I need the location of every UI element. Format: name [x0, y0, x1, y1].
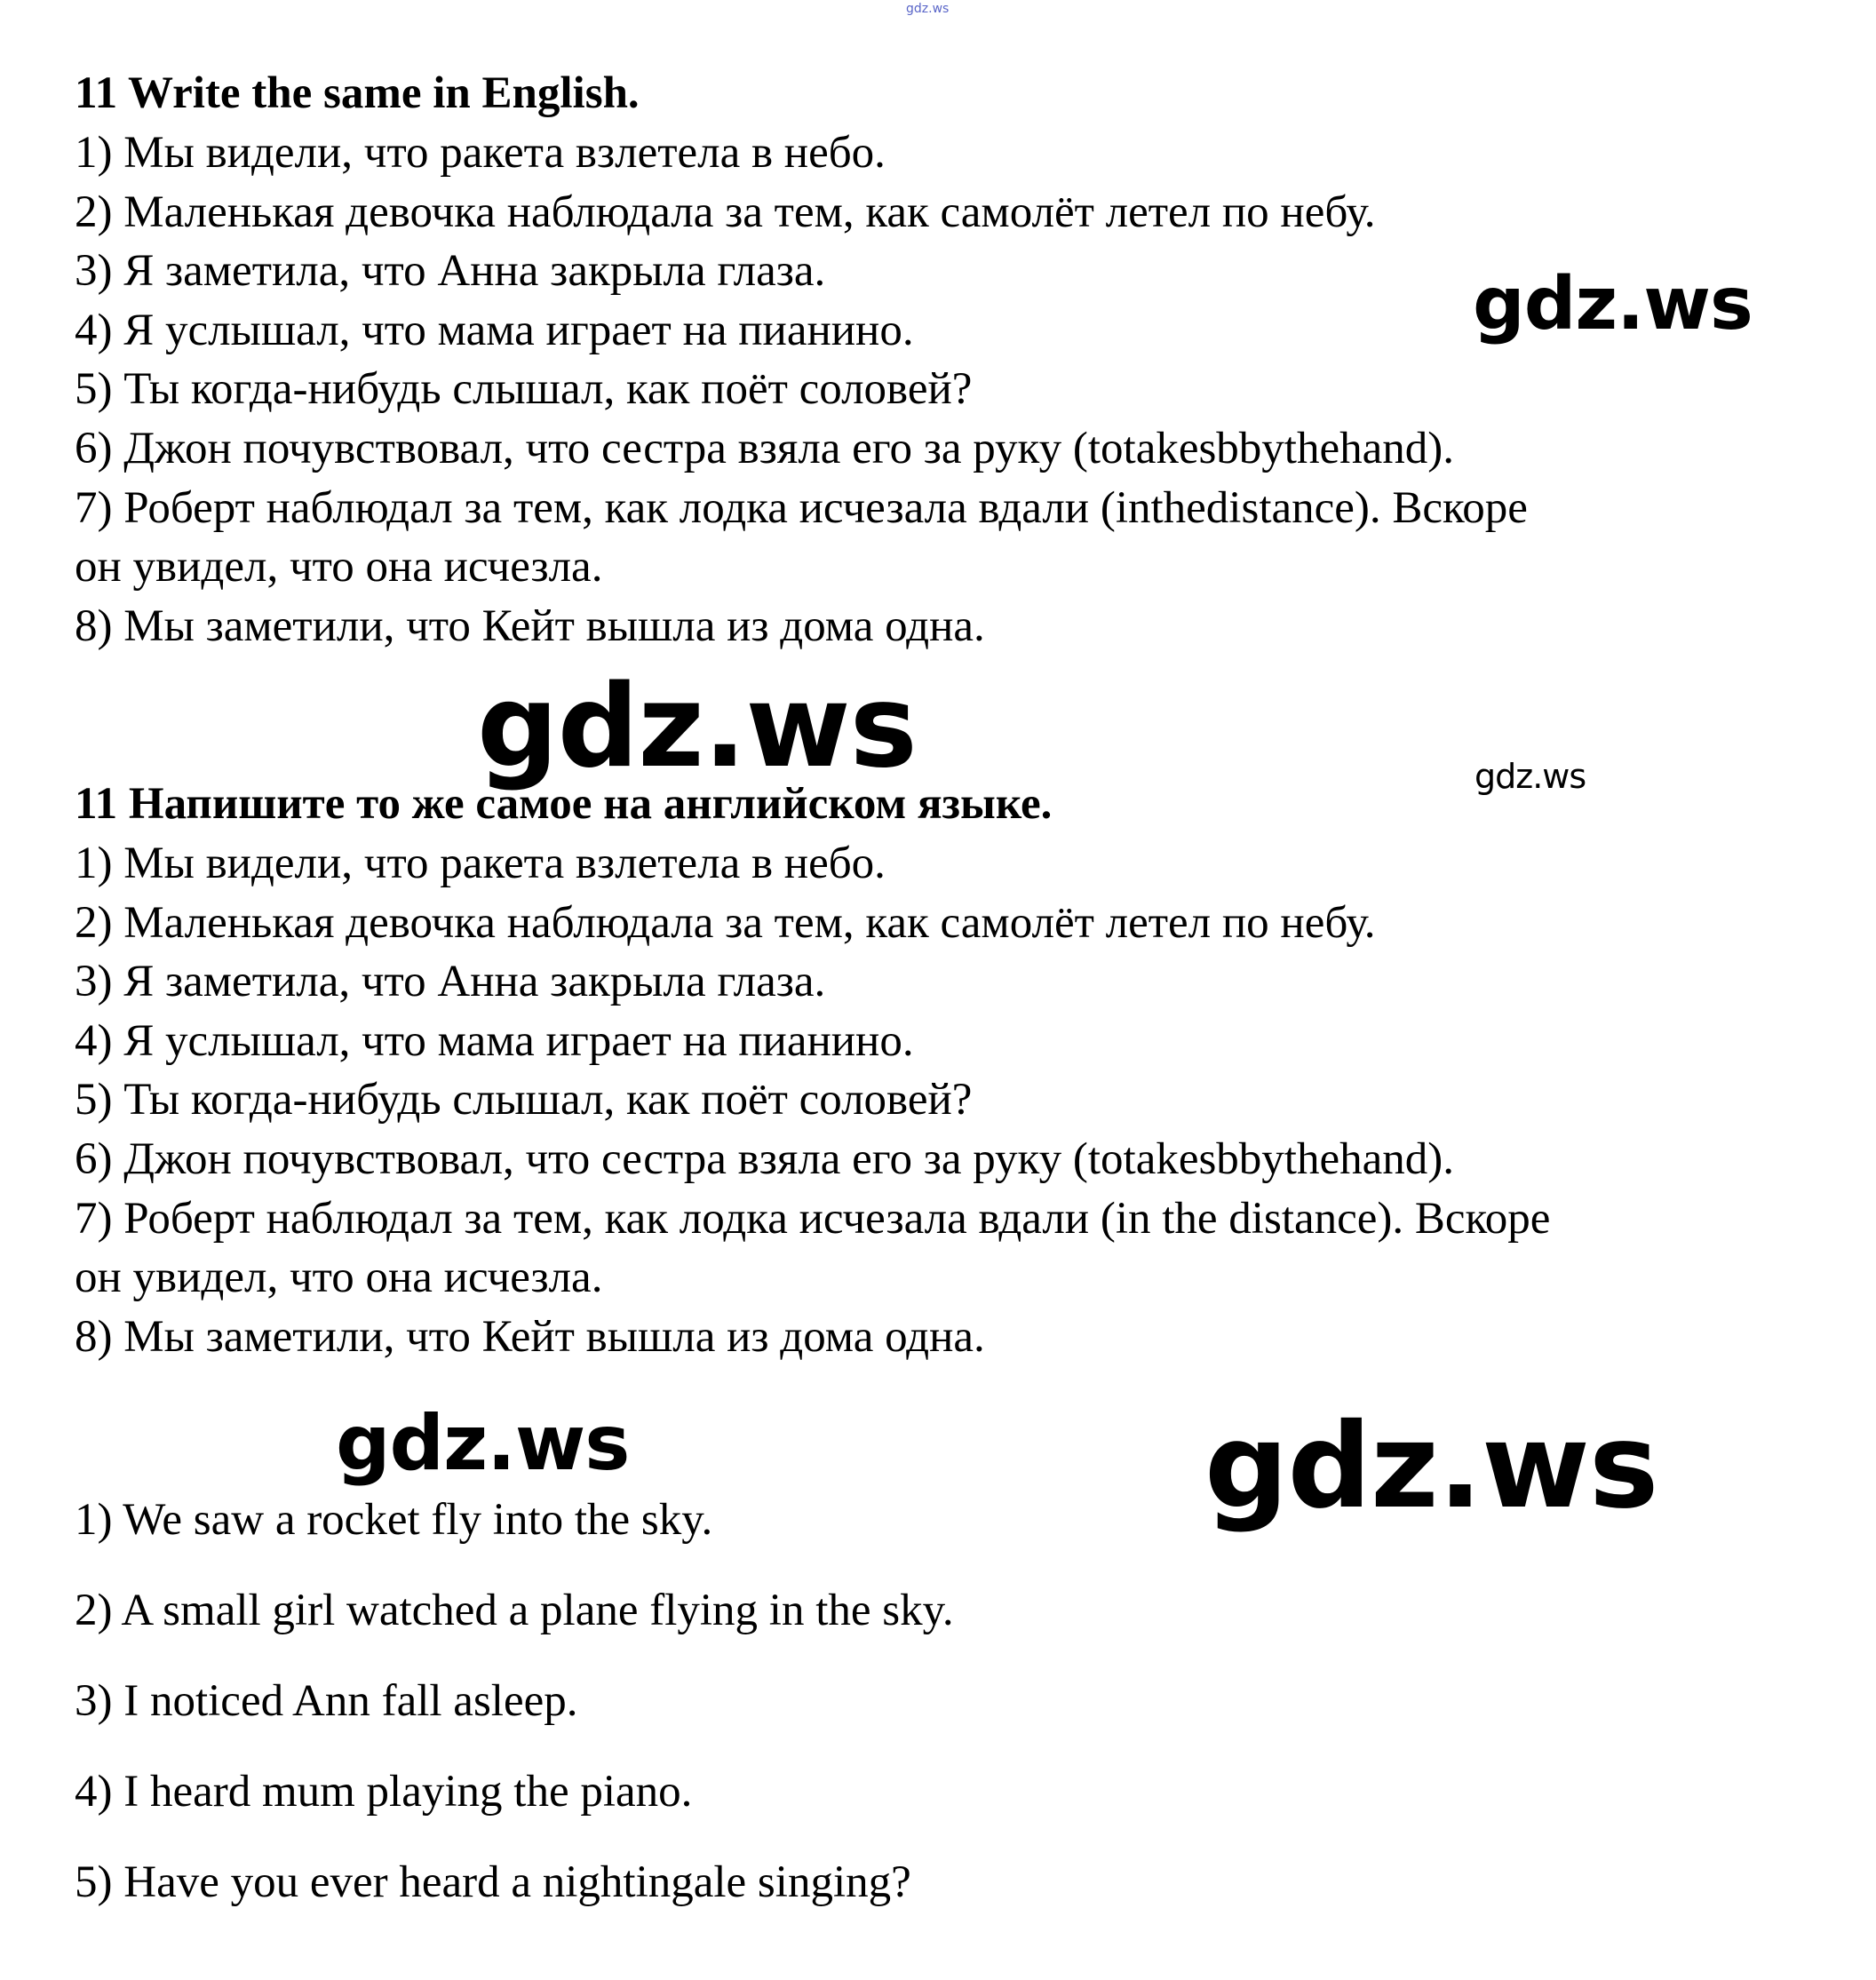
task-en-line-5: 5) Ты когда-нибудь слышал, как поёт соловей?	[75, 364, 973, 415]
task-ru-line-3: 3) Я заметила, что Анна закрыла глаза.	[75, 957, 826, 1007]
task-ru-section	[75, 775, 1816, 1366]
answer-line-2: 2) A small girl watched a plane flying in the sky.	[75, 1586, 954, 1635]
top-watermark: gdz.ws	[906, 2, 950, 16]
task-ru-heading: 11 Напишите то же самое на английском языке.	[75, 779, 1053, 829]
watermark: gdz.ws	[477, 661, 917, 793]
watermark: gdz.ws	[1473, 262, 1753, 346]
answer-line-4: 4) I heard mum playing the piano.	[75, 1767, 693, 1817]
task-en-line-2: 2) Маленькая девочка наблюдала за тем, как самолёт летел по небу.	[75, 187, 1376, 237]
task-ru-line-8: 8) Мы заметили, что Кейт вышла из дома одна.	[75, 1311, 985, 1362]
task-ru-line-2: 2) Маленькая девочка наблюдала за тем, как самолёт летел по небу.	[75, 897, 1376, 948]
task-ru-line-1: 1) Мы видели, что ракета взлетела в небо.	[75, 839, 886, 888]
task-en-line-4: 4) Я услышал, что мама играет на пианино.	[75, 305, 914, 355]
task-en-heading: 11 Write the same in English.	[75, 68, 640, 118]
task-en-section	[75, 64, 1816, 656]
task-ru-line-4: 4) Я услышал, что мама играет на пианино.	[75, 1015, 914, 1066]
task-en-line-8: 8) Мы заметили, что Кейт вышла из дома одна.	[75, 600, 985, 651]
task-ru-line-5: 5) Ты когда-нибудь слышал, как поёт соловей?	[75, 1075, 973, 1125]
answer-line-1: 1) We saw a rocket fly into the sky.	[75, 1495, 713, 1545]
task-en-line-6: 6) Джон почувствовал, что сестра взяла его за руку (totakesbbythehand).	[75, 423, 1454, 473]
answers-section	[75, 1475, 1816, 1928]
answer-line-3: 3) I noticed Ann fall asleep.	[75, 1676, 578, 1726]
task-en-line-3: 3) Я заметила, что Анна закрыла глаза.	[75, 246, 826, 297]
answer-line-5: 5) Have you ever heard a nightingale singing?	[75, 1857, 911, 1907]
task-en-line-7-cont: он увидел, что она исчезла.	[75, 542, 603, 592]
task-ru-line-7: 7) Роберт наблюдал за тем, как лодка исчезала вдали (in the distance). Вскоре	[75, 1193, 1551, 1244]
task-ru-line-7-cont: он увидел, что она исчезла.	[75, 1252, 603, 1303]
task-ru-line-6: 6) Джон почувствовал, что сестра взяла его за руку (totakesbbythehand).	[75, 1133, 1454, 1184]
watermark: gdz.ws	[1475, 757, 1586, 796]
watermark: gdz.ws	[336, 1399, 630, 1488]
task-en-line-1: 1) Мы видели, что ракета взлетела в небо.	[75, 128, 886, 178]
task-en-line-7: 7) Роберт наблюдал за тем, как лодка исчезала вдали (inthedistance). Вскоре	[75, 482, 1528, 533]
watermark: gdz.ws	[1204, 1398, 1658, 1535]
